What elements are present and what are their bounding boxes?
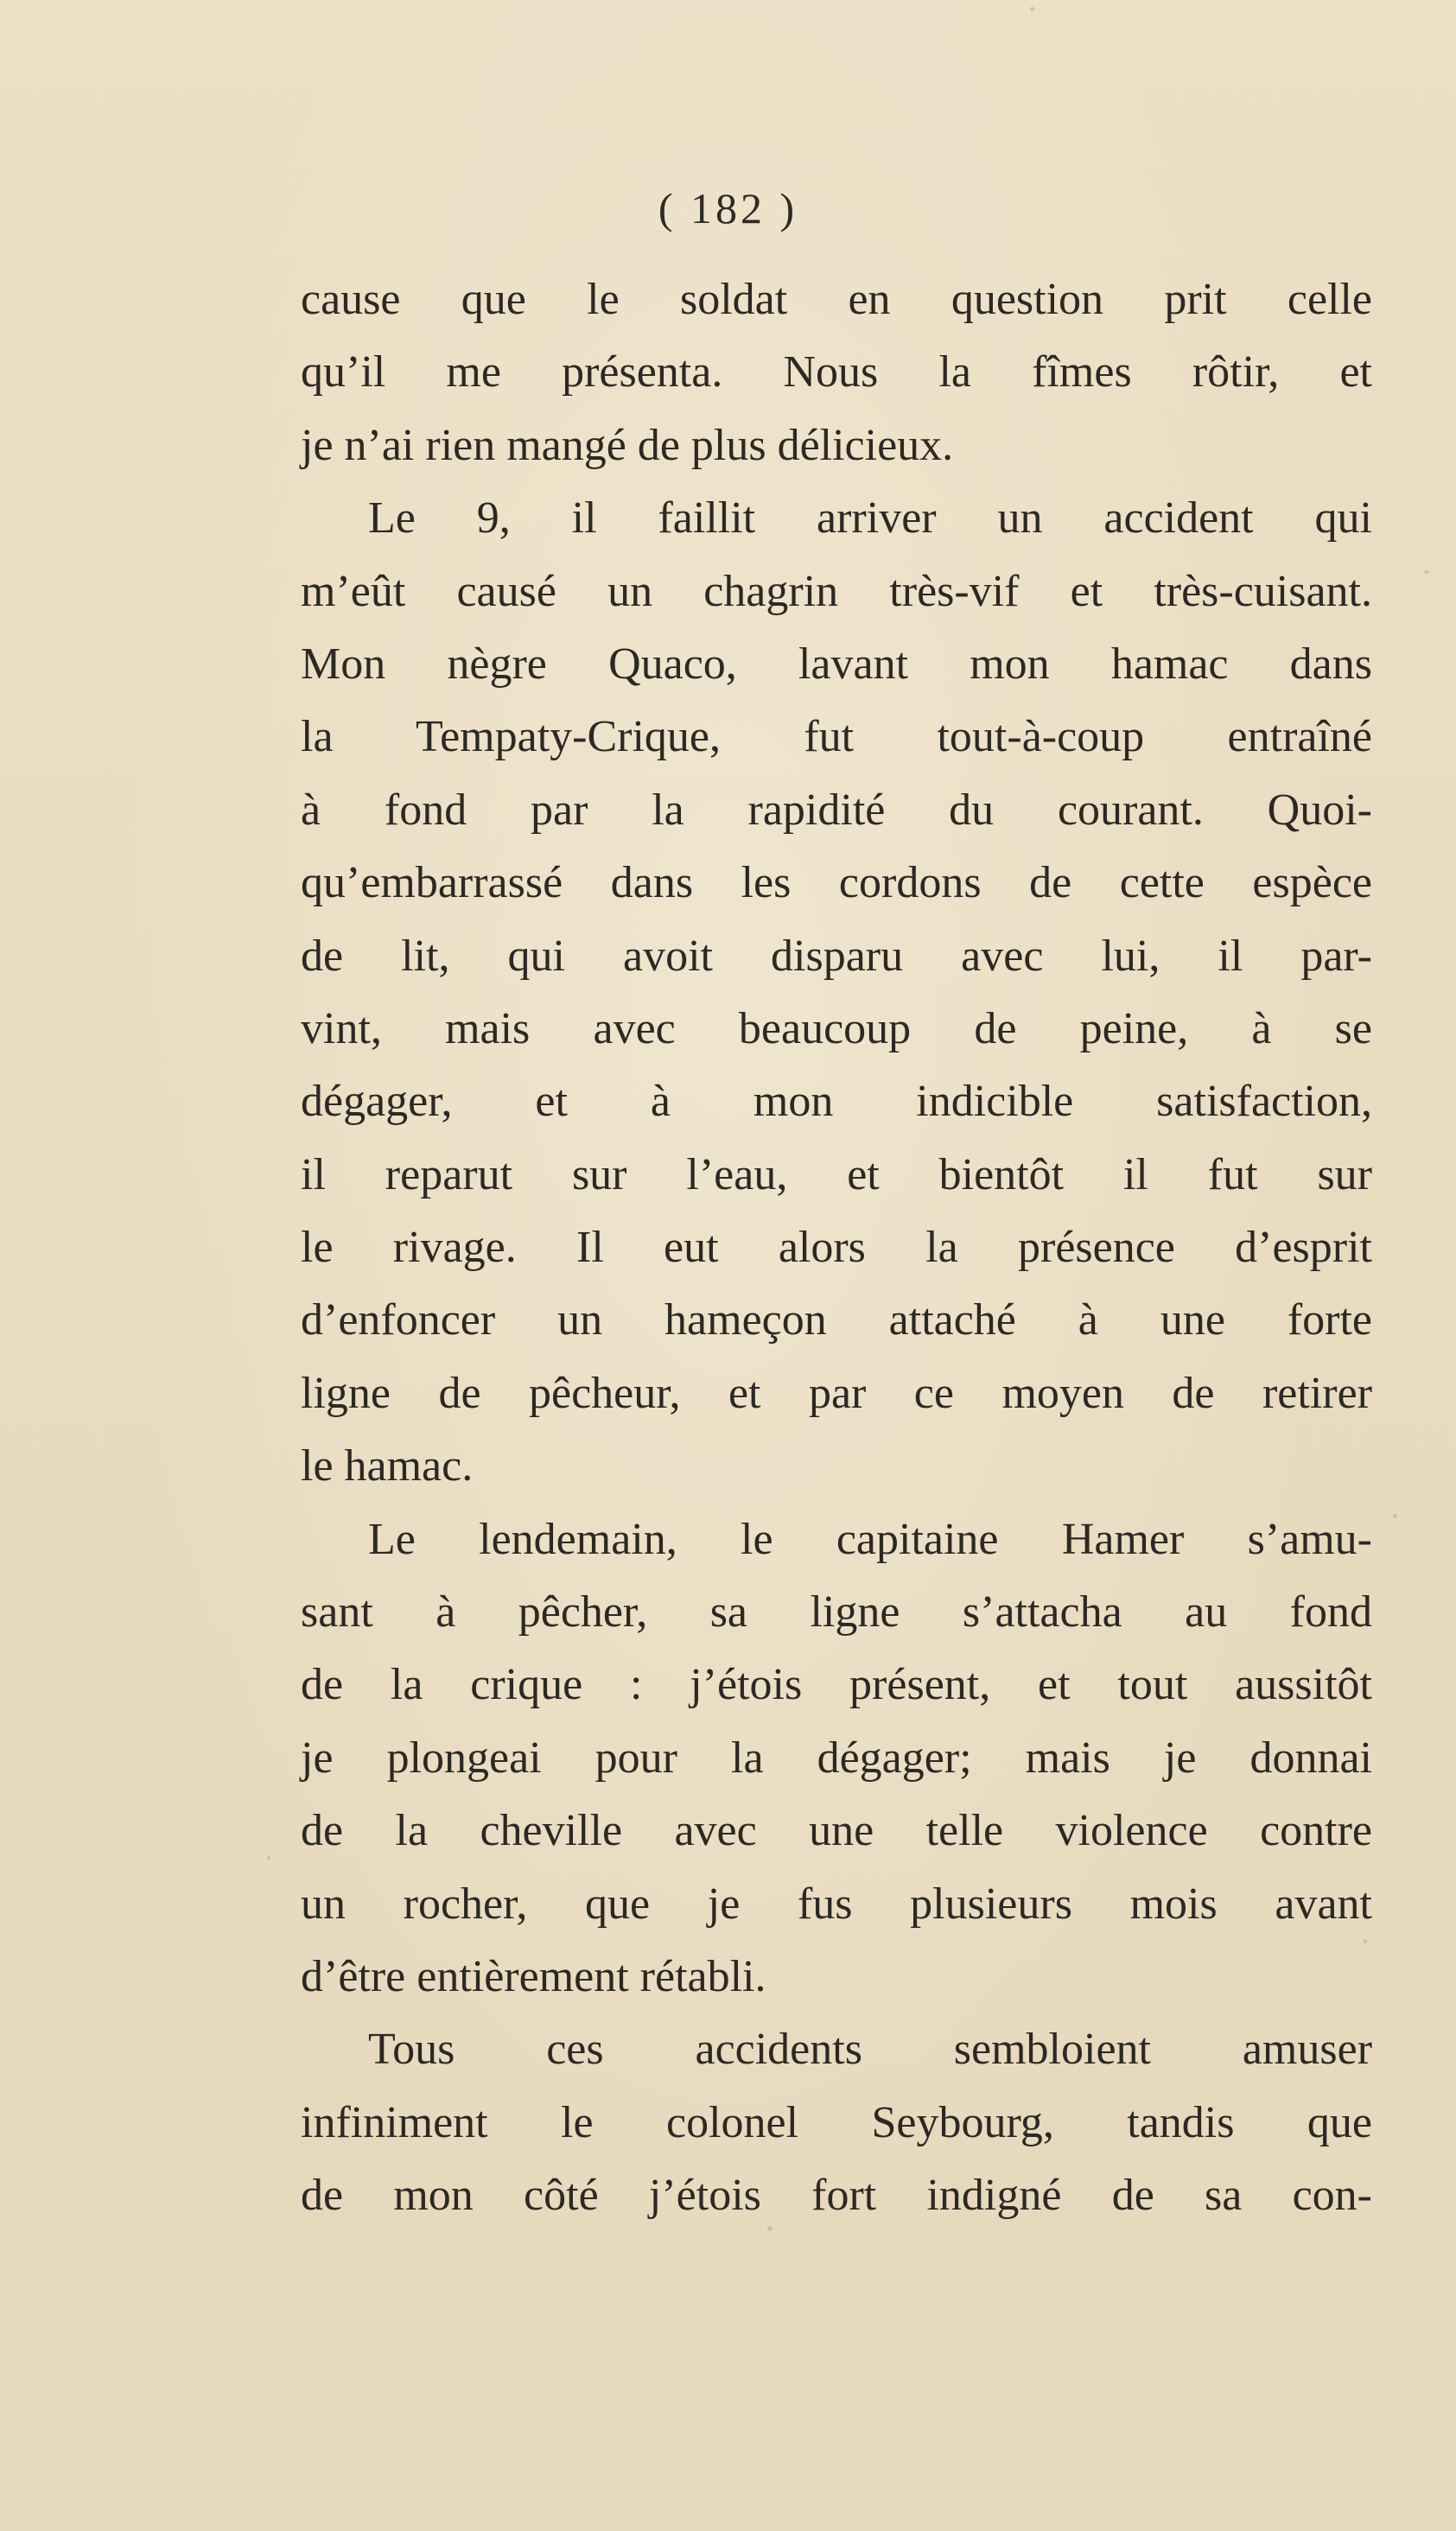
text-line: de la cheville avec une telle violence contre xyxy=(301,1806,1372,1856)
text-line: à fond par la rapidité du courant. Quoi- xyxy=(301,785,1372,835)
text-line: infiniment le colonel Seybourg, tandis que xyxy=(301,2097,1372,2147)
text-line: le rivage. Il eut alors la présence d’esprit xyxy=(301,1223,1372,1273)
paper-speck xyxy=(1364,1939,1367,1943)
text-line: Le lendemain, le capitaine Hamer s’amu- xyxy=(368,1514,1372,1564)
text-line: d’enfoncer un hameçon attaché à une forte xyxy=(301,1295,1372,1345)
text-line: Le 9, il faillit arriver un accident qui xyxy=(368,493,1372,544)
text-line: sant à pêcher, sa ligne s’attacha au fond xyxy=(301,1587,1372,1638)
text-line: ligne de pêcheur, et par ce moyen de retirer xyxy=(301,1368,1372,1418)
text-line: qu’embarrassé dans les cordons de cette espèce xyxy=(301,858,1372,908)
paper-speck xyxy=(767,2226,773,2231)
text-line: le hamac. xyxy=(301,1441,474,1491)
text-line: m’eût causé un chagrin très-vif et très-cuisant. xyxy=(301,566,1372,616)
page-number: ( 182 ) xyxy=(658,184,798,232)
paper-speck xyxy=(267,1856,270,1860)
paper-speck xyxy=(1030,7,1034,11)
paper-speck xyxy=(1424,570,1429,574)
text-line: il reparut sur l’eau, et bientôt il fut sur xyxy=(301,1149,1372,1199)
text-line: Mon nègre Quaco, lavant mon hamac dans xyxy=(301,639,1372,689)
text-line: de mon côté j’étois fort indigné de sa con- xyxy=(301,2171,1372,2221)
text-line: vint, mais avec beaucoup de peine, à se xyxy=(301,1003,1372,1053)
text-line: cause que le soldat en question prit celle xyxy=(301,275,1372,324)
text-line: je plongeai pour la dégager; mais je donnai xyxy=(301,1733,1372,1783)
text-line: je n’ai rien mangé de plus délicieux. xyxy=(301,420,954,470)
paper-speck xyxy=(1393,1514,1397,1518)
text-line: d’être entièrement rétabli. xyxy=(301,1951,766,2001)
text-line: de la crique : j’étois présent, et tout aussitôt xyxy=(301,1660,1372,1710)
text-line: dégager, et à mon indicible satisfaction, xyxy=(301,1077,1372,1127)
text-line: de lit, qui avoit disparu avec lui, il par- xyxy=(301,931,1372,981)
text-line: qu’il me présenta. Nous la fîmes rôtir, et xyxy=(301,347,1372,397)
body-text xyxy=(301,264,1372,2233)
text-line: un rocher, que je fus plusieurs mois avant xyxy=(301,1879,1372,1929)
text-line: Tous ces accidents sembloient amuser xyxy=(368,2025,1372,2075)
text-line: la Tempaty-Crique, fut tout-à-coup entraîné xyxy=(301,712,1372,762)
